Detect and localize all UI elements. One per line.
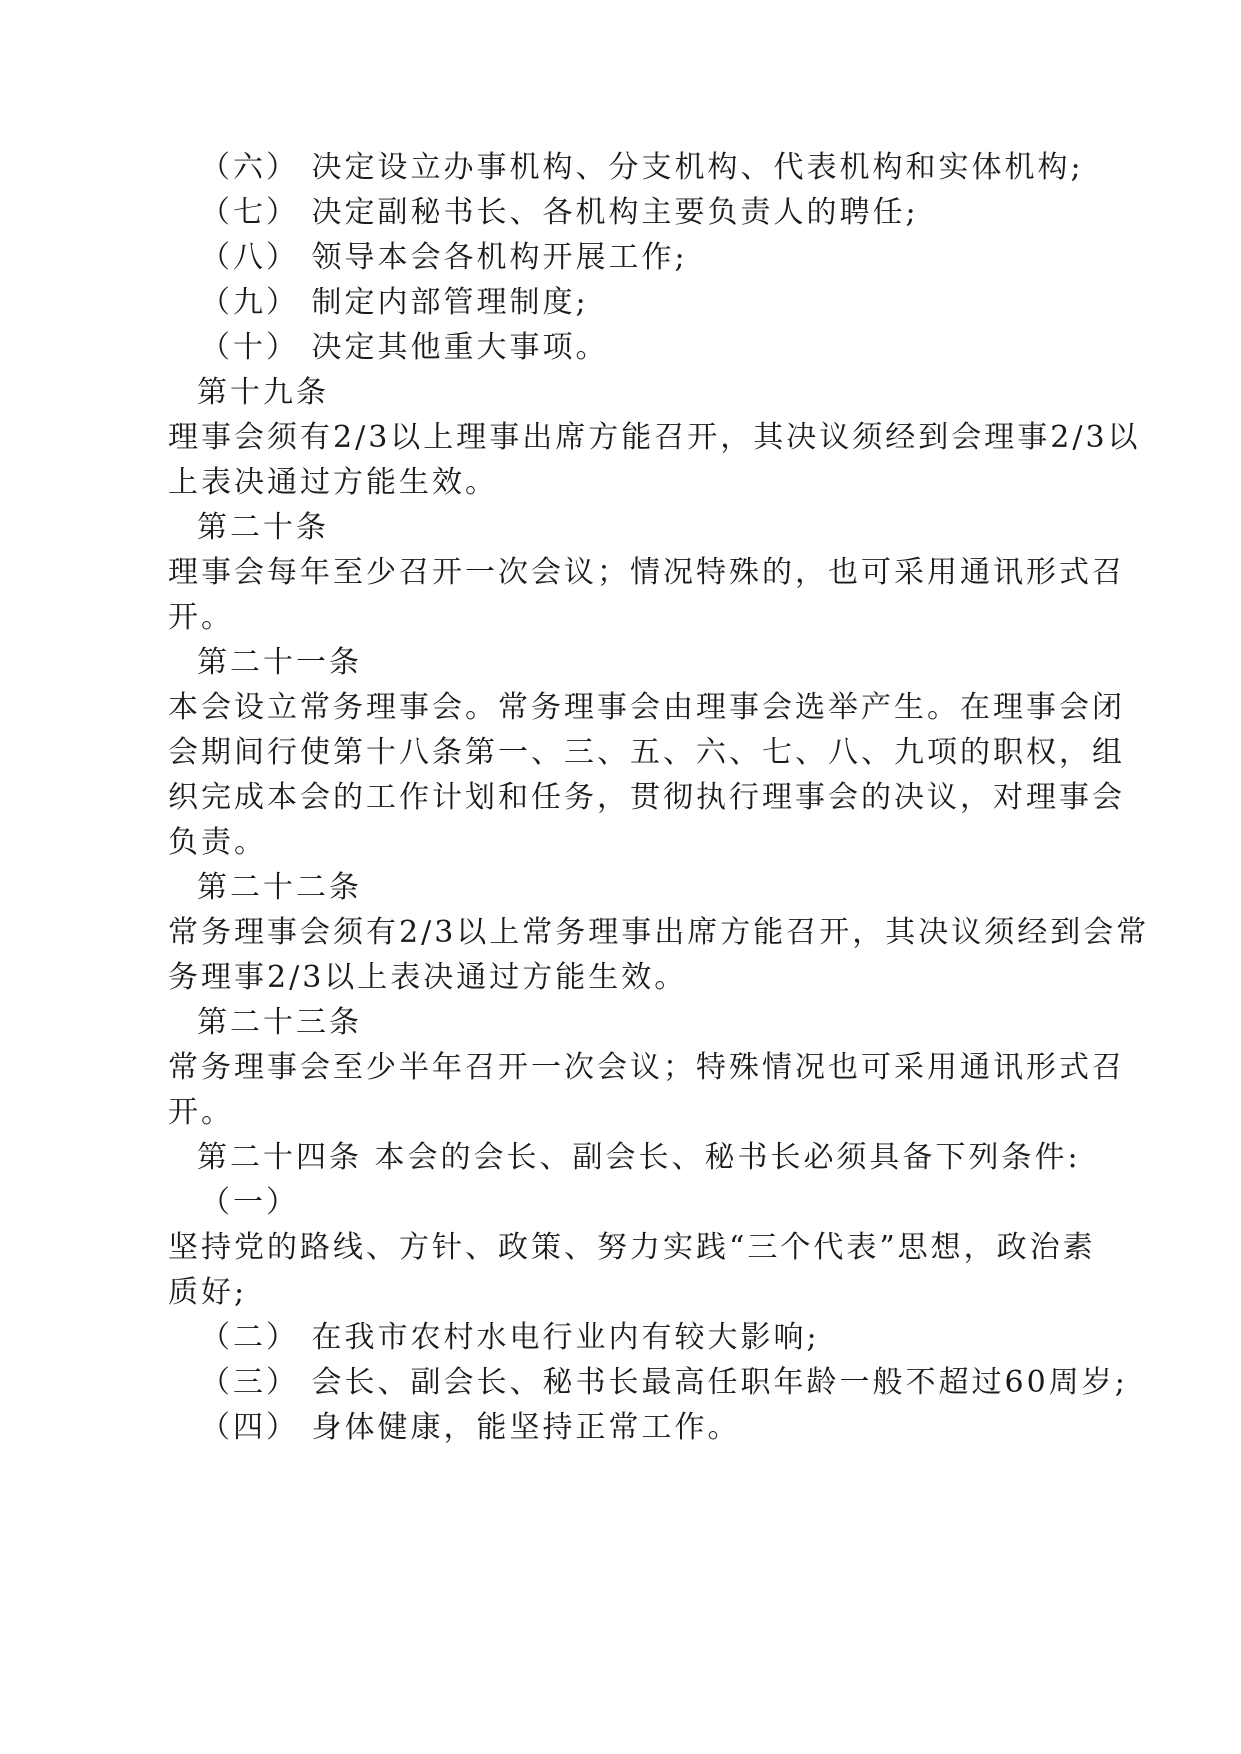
text-line: （八） 领导本会各机构开展工作;	[200, 240, 688, 275]
text-line: 负责。	[168, 825, 267, 860]
text-line: 坚持党的路线、方针、政策、努力实践“三个代表”思想，政治素	[168, 1230, 1096, 1265]
text-line: （九） 制定内部管理制度;	[200, 285, 589, 320]
text-line: （二） 在我市农村水电行业内有较大影响;	[200, 1320, 820, 1355]
text-line: （三） 会长、副会长、秘书长最高任职年龄一般不超过60周岁;	[200, 1365, 1128, 1400]
text-line: （六） 决定设立办事机构、分支机构、代表机构和实体机构;	[200, 150, 1084, 185]
text-line: （七） 决定副秘书长、各机构主要负责人的聘任;	[200, 195, 919, 230]
text-line: 上表决通过方能生效。	[168, 465, 498, 500]
text-line: 常务理事会须有2/3以上常务理事出席方能召开，其决议须经到会常	[168, 915, 1150, 950]
text-line: 常务理事会至少半年召开一次会议；特殊情况也可采用通讯形式召	[168, 1050, 1125, 1085]
article-heading: 第十九条	[197, 375, 329, 410]
text-line: 织完成本会的工作计划和任务，贯彻执行理事会的决议，对理事会	[168, 780, 1125, 815]
text-line: 理事会每年至少召开一次会议；情况特殊的，也可采用通讯形式召	[168, 555, 1125, 590]
article-heading: 第二十一条	[197, 645, 362, 680]
text-line: 本会设立常务理事会。常务理事会由理事会选举产生。在理事会闭	[168, 690, 1125, 725]
article-heading: 第二十条	[197, 510, 329, 545]
text-line: 质好;	[168, 1275, 248, 1310]
article-heading: 第二十二条	[197, 870, 362, 905]
text-line: 会期间行使第十八条第一、三、五、六、七、八、九项的职权，组	[168, 735, 1125, 770]
text-line: 务理事2/3以上表决通过方能生效。	[168, 960, 688, 995]
text-line: （一）	[200, 1185, 299, 1220]
text-line: （十） 决定其他重大事项。	[200, 330, 609, 365]
article-heading: 第二十三条	[197, 1005, 362, 1040]
text-line: 开。	[168, 1095, 234, 1130]
text-line: （四） 身体健康，能坚持正常工作。	[200, 1410, 741, 1445]
text-line: 理事会须有2/3以上理事出席方能召开，其决议须经到会理事2/3以	[168, 420, 1141, 455]
article-heading: 第二十四条 本会的会长、副会长、秘书长必须具备下列条件:	[197, 1140, 1081, 1175]
text-line: 开。	[168, 600, 234, 635]
